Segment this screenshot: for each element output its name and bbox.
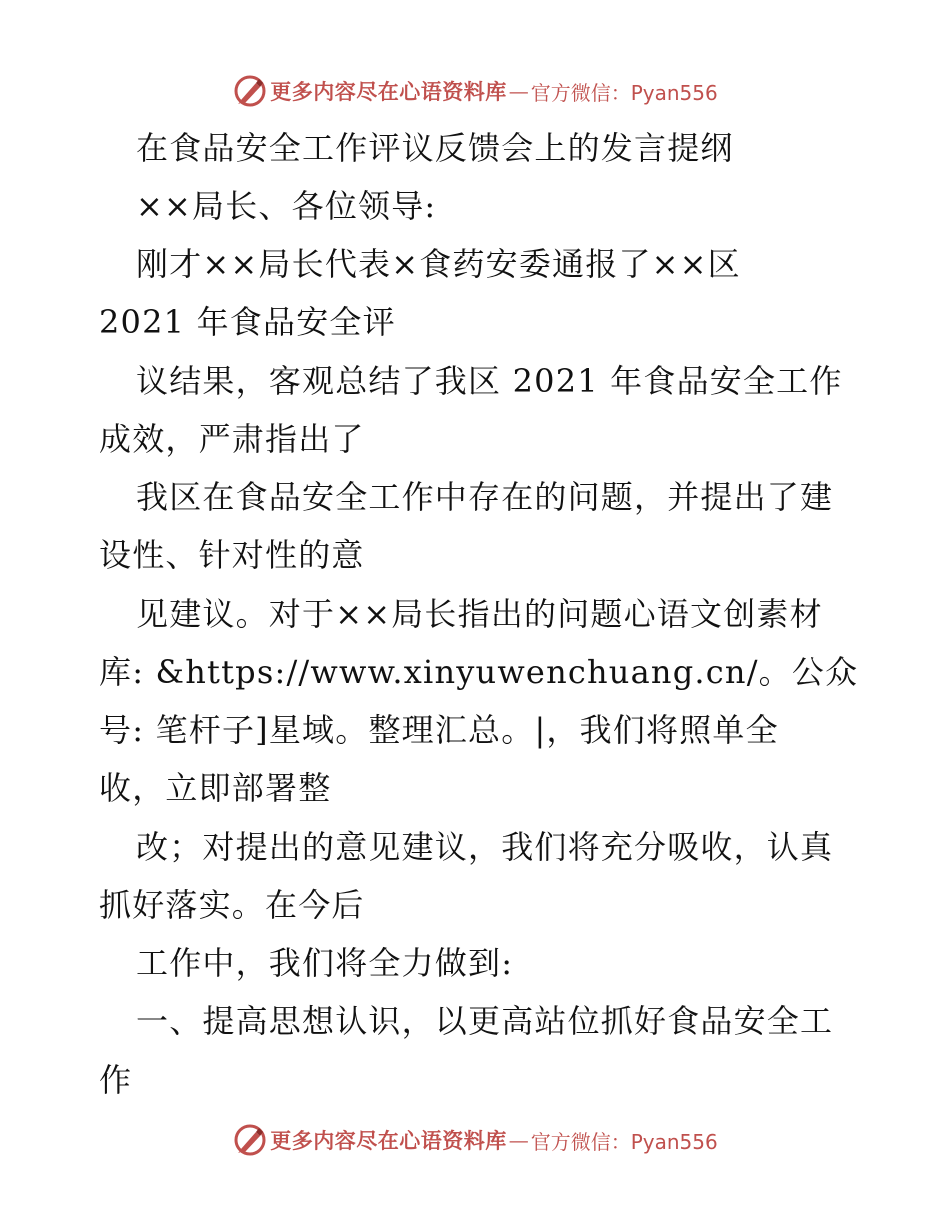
banner-wechat: 官方微信：Pyan556 — [530, 1129, 718, 1154]
salutation-line: ××局长、各位领导: — [136, 187, 437, 225]
pen-logo-icon — [232, 1122, 268, 1158]
text-line: 库: &https://www.xinyuwenchuang.cn/。公众 — [99, 653, 859, 691]
text-line: 设性、针对性的意 — [99, 536, 365, 574]
banner-dash: — — [508, 1128, 529, 1152]
banner-title: 更多内容尽在心语资料库 — [270, 1128, 507, 1153]
text-line: 收，立即部署整 — [99, 769, 332, 807]
banner-wechat: 官方微信：Pyan556 — [530, 80, 718, 105]
text-line: 号: 笔杆子]星域。整理汇总。|，我们将照单全 — [99, 711, 779, 749]
pen-logo-icon — [232, 73, 268, 109]
text-line: 改；对提出的意见建议，我们将充分吸收，认真 — [136, 828, 834, 866]
text-line: 工作中，我们将全力做到: — [136, 944, 514, 982]
section-heading: 一、提高思想认识，以更高站位抓好食品安全工 — [136, 1002, 834, 1040]
header-banner — [0, 71, 950, 111]
text-line: 成效，严肃指出了 — [99, 420, 365, 458]
banner-title: 更多内容尽在心语资料库 — [270, 79, 507, 104]
text-line: 作 — [99, 1061, 133, 1099]
footer-banner — [0, 1120, 950, 1160]
banner-dash: — — [508, 79, 529, 103]
text-line: 议结果，客观总结了我区 2021 年食品安全工作 — [136, 362, 843, 400]
text-line: 刚才××局长代表×食药安委通报了××区 — [136, 245, 741, 283]
text-line: 见建议。对于××局长指出的问题心语文创素材 — [136, 595, 823, 633]
text-line: 抓好落实。在今后 — [99, 886, 365, 924]
document-title: 在食品安全工作评议反馈会上的发言提纲 — [136, 129, 734, 167]
text-line: 我区在食品安全工作中存在的问题，并提出了建 — [136, 478, 834, 516]
text-line: 2021 年食品安全评 — [99, 303, 396, 341]
